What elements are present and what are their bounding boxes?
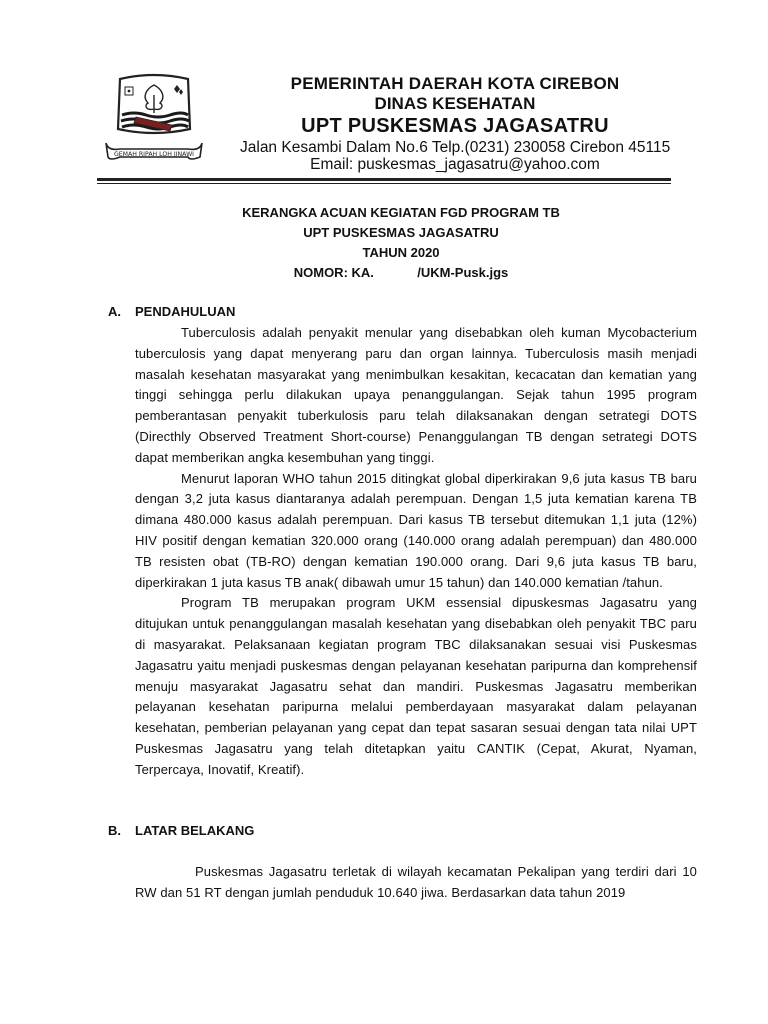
city-emblem-logo <box>98 73 210 165</box>
paragraph: Menurut laporan WHO tahun 2015 ditingkat global diperkirakan 9,6 juta kasus TB baru dengan 3,2 juta kasus diantaranya adalah perempuan. Dengan 1,5 juta kematian karena TB dimana 480.000 kasus adalah perempuan. Dari kasus TB tersebut ditemukan 1,1 juta (12%) HIV positif dengan kematian 320.000 orang (140.000 orang adalah perempuan) dan 480.000 TB resisten obat (TB-RO) dengan kematian 190.000 orang. Dari 9,6 juta kasus TB baru, diperkirakan 1 juta kasus TB anak( dibawah umur 15 tahun) dan 140.000 kematian /tahun. <box>135 470 697 590</box>
department-name: DINAS KESEHATAN <box>374 94 536 113</box>
section-b-heading <box>108 822 254 840</box>
document-title <box>100 203 702 283</box>
institution-address: Jalan Kesambi Dalam No.6 Telp.(0231) 230058 Cirebon 45115 <box>240 139 671 156</box>
section-a-letter: A. <box>108 304 121 319</box>
document-number: NOMOR: KA. /UKM-Pusk.jgs <box>293 265 509 280</box>
letterhead-rule-thick <box>97 178 671 181</box>
paragraph: Tuberculosis adalah penyakit menular yang disebabkan oleh kuman Mycobacterium tuberculosis yang dapat menyerang paru dan organ lainnya. Tuberculosis masih menjadi masalah kesehatan masyarakat yang menimbulkan kesakitan, kecacatan dan kematian yang tinggi sehingga perlu dilakukan upaya penanggulangan. Sejak tahun 1995 program pemberantasan penyakit tuberkulosis paru telah dilaksanakan dengan setrategi DOTS (Directhly Observed Treatment Short-course) Penanggulangan TB dengan setrategi DOTS dapat memberikan angka kesembuhan yang tinggi. <box>135 325 697 465</box>
letterhead-rule-thin <box>97 183 671 184</box>
section-a-body <box>135 323 697 781</box>
title-line-3: TAHUN 2020 <box>362 245 440 260</box>
section-a-heading <box>108 303 235 321</box>
section-b-body <box>135 862 697 904</box>
paragraph: Program TB merupakan program UKM essensial dipuskesmas Jagasatru yang ditujukan untuk penanggulangan masalah kesehatan yang disebabkan oleh penyakit TBC paru di masyarakat. Pelaksanaan kegiatan program TBC dilaksanakan sesuai visi Puskesmas Jagasatru yaitu menjadi puskesmas dengan pelayanan kesehatan paripurna dan komprehensif menuju masyarakat Jagasatru sehat dan mandiri. Puskesmas Jagasatru memberikan pelayanan kesehatan paripurna melalui pemberdayaan masyarakat dalam pelayanan kesehatan, pemberian pelayanan yang cepat dan tepat sasaran sesuai dengan tata nilai UPT Puskesmas Jagasatru yang telah ditetapkan yaitu CANTIK (Cepat, Akurat, Nyaman, Terpercaya, Inovatif, Kreatif). <box>135 595 697 777</box>
title-line-2: UPT PUSKESMAS JAGASATRU <box>303 225 499 240</box>
section-b-letter: B. <box>108 823 121 838</box>
paragraph: Puskesmas Jagasatru terletak di wilayah kecamatan Pekalipan yang terdiri dari 10 RW dan 51 RT dengan jumlah penduduk 10.640 jiwa. Berdasarkan data tahun 2019 <box>135 864 697 900</box>
logo-motto: GEMAH RIPAH LOH JINAWI <box>113 151 195 158</box>
letterhead-text <box>240 74 670 173</box>
institution-name: UPT PUSKESMAS JAGASATRU <box>301 115 609 137</box>
letterhead <box>0 0 768 190</box>
title-line-1: KERANGKA ACUAN KEGIATAN FGD PROGRAM TB <box>242 205 560 220</box>
section-b-title: LATAR BELAKANG <box>135 823 255 838</box>
government-name: PEMERINTAH DAERAH KOTA CIREBON <box>290 74 620 93</box>
section-a-title: PENDAHULUAN <box>135 304 236 319</box>
institution-email: Email: puskesmas_jagasatru@yahoo.com <box>310 156 600 173</box>
